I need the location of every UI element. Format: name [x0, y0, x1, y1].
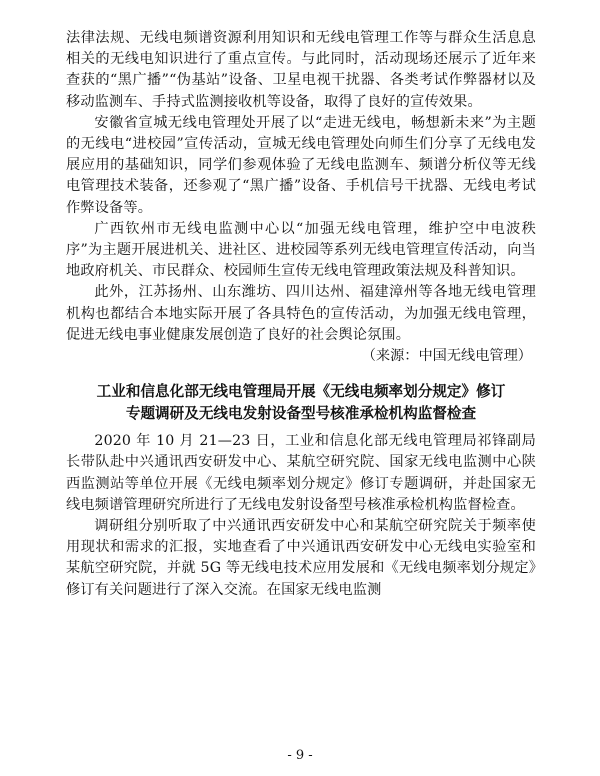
article1-paragraph-4: 此外，江苏扬州、山东潍坊、四川达州、福建漳州等各地无线电管理机构也都结合本地实际开展了各具特色的宣传活动，为加强无线电管理，促进无线电事业健康发展创造了良好的社会舆论氛围。	[66, 284, 536, 343]
article2-title	[66, 381, 536, 425]
article2-paragraph-1: 2020 年 10 月 21—23 日，工业和信息化部无线电管理局祁锋副局长带队赴中兴通讯西安研发中心、某航空研究院、国家无线电监测中心陕西监测站等单位开展《无线电频率划分规定》修订专题调研，并赴国家无线电频谱管理研究所进行了无线电发射设备型号核准承检机构监督检查。	[66, 433, 536, 513]
article1-paragraph-3: 广西钦州市无线电监测中心以“加强无线电管理，维护空中电波秩序”为主题开展进机关、进社区、进校园等系列无线电管理宣传活动，向当地政府机关、市民群众、校园师生宣传无线电管理政策法规及科普知识。	[66, 220, 536, 280]
page-number: - 9 -	[287, 748, 313, 763]
article1-paragraph-2: 安徽省宣城无线电管理处开展了以“走进无线电，畅想新未来”为主题的无线电“进校园”宣传活动，宣城无线电管理处向师生们分享了无线电发展应用的基础知识，同学们参观体验了无线电监测车、频谱分析仪等无线电管理技术装备，还参观了“黑广播”设备、手机信号干扰器、无线电考试作弊设备等。	[66, 114, 536, 216]
article1-paragraph-1: 法律法规、无线电频谱资源利用知识和无线电管理工作等与群众生活息息相关的无线电知识进行了重点宣传。与此同时，活动现场还展示了近年来查获的“黑广播”“伪基站”设备、卫星电视干扰器、各类考试作弊器材以及移动监测车、手持式监测接收机等设备，取得了良好的宣传效果。	[66, 30, 536, 110]
document-page	[66, 28, 536, 601]
article2-paragraph-2: 调研组分别听取了中兴通讯西安研发中心和某航空研究院关于频率使用现状和需求的汇报，实地查看了中兴通讯西安研发中心无线电实验室和某航空研究院，并就 5G 等无线电技术应用发展和《无线电频率划分规定》修订有关问题进行了深入交流。在国家无线电监测	[66, 518, 536, 598]
article2-title-line1: 工业和信息化部无线电管理局开展《无线电频率划分规定》修订	[96, 383, 506, 401]
article2-title-line2: 专题调研及无线电发射设备型号核准承检机构监督检查	[125, 405, 477, 423]
article1-source: （来源：中国无线电管理）	[361, 348, 532, 365]
